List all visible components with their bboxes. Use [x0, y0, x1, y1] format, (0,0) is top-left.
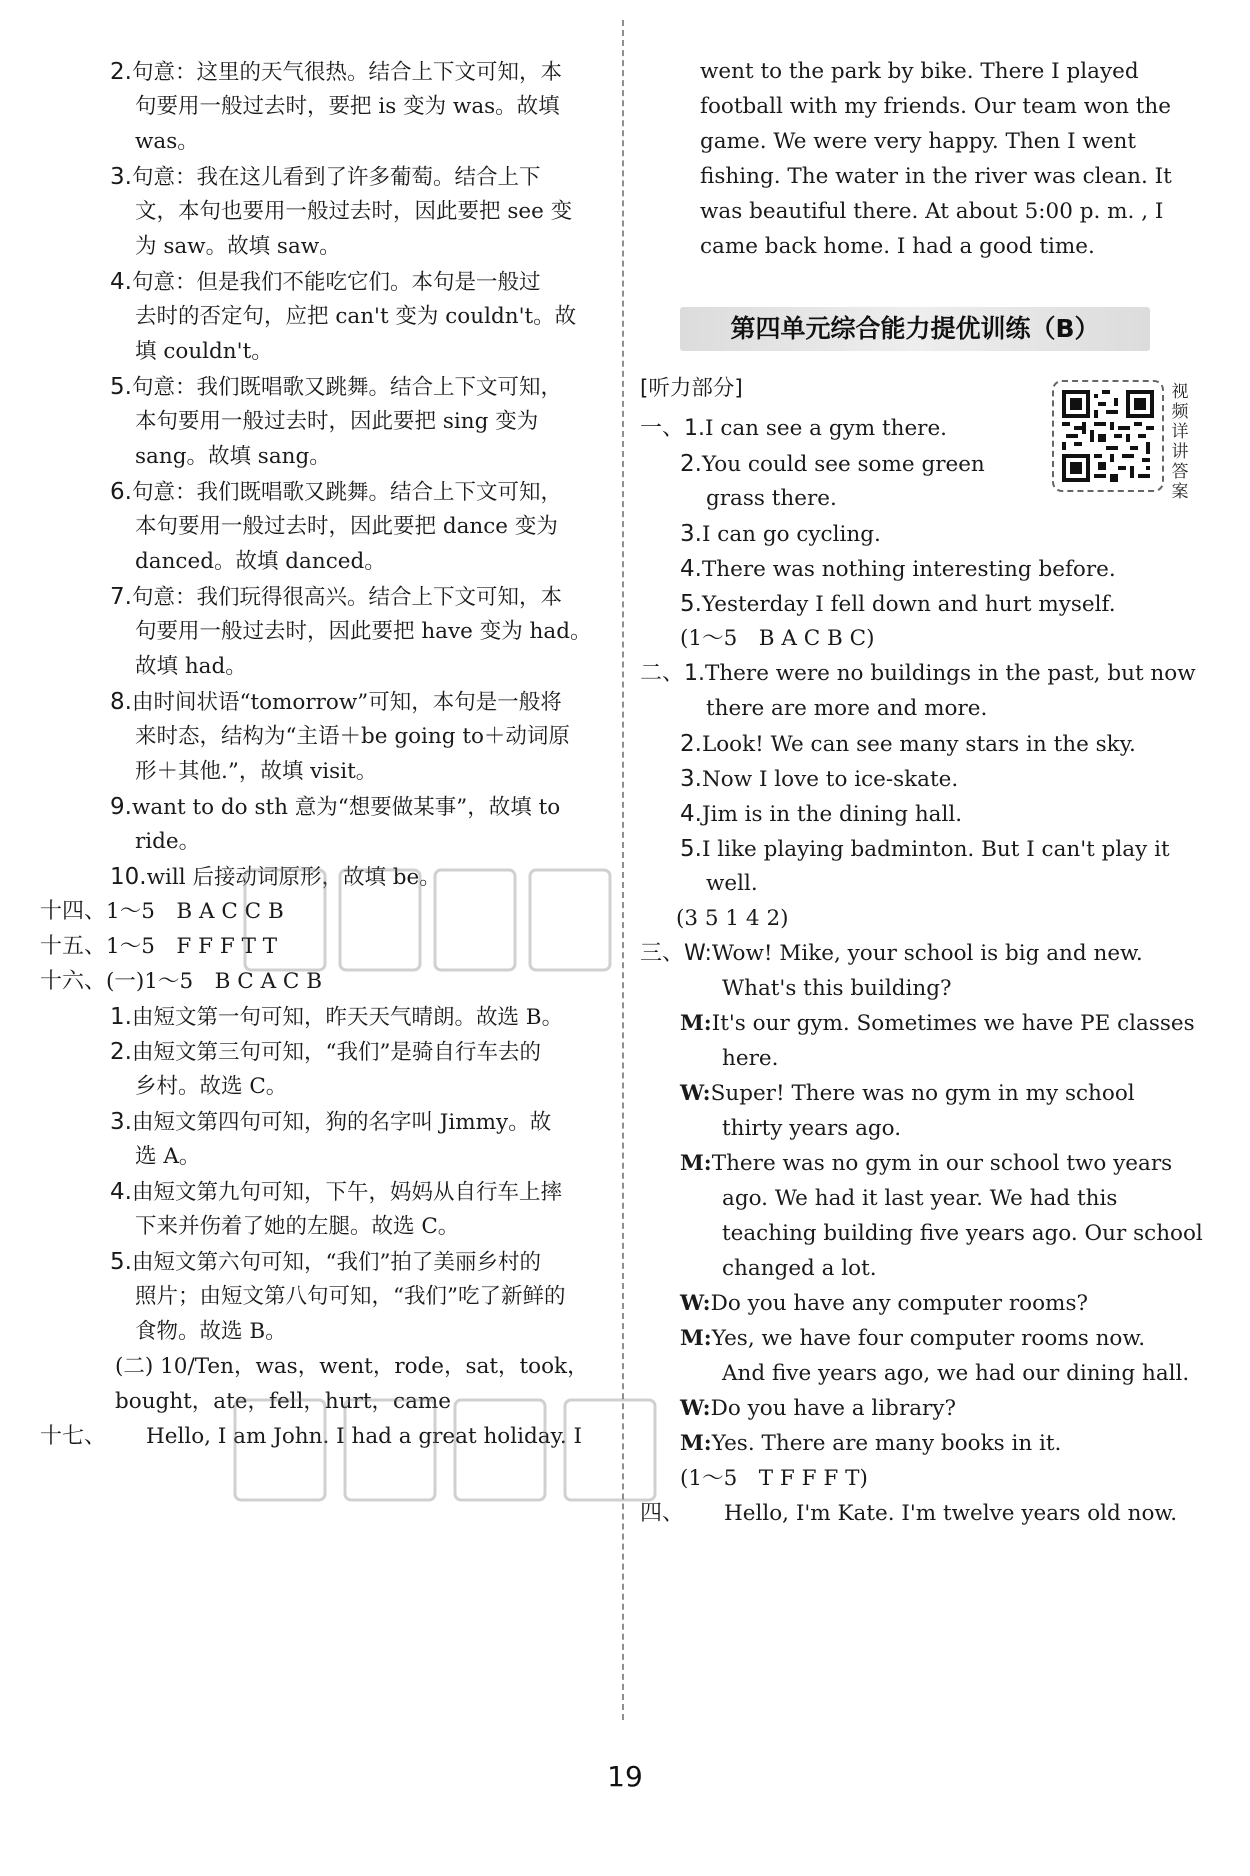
right-line: 4.Jim is in the dining hall.	[680, 801, 963, 827]
left-line: 文，本句也要用一般过去时，因此要把 see 变	[135, 199, 573, 224]
left-line: 2.句意：这里的天气很热。结合上下文可知，本	[110, 59, 562, 85]
right-line: grass there.	[706, 486, 837, 511]
left-line: 十七、 Hello, I am John. I had a great holiday. I	[40, 1424, 583, 1449]
left-line: 8.由时间状语“tomorrow”可知，本句是一般将	[110, 689, 562, 715]
left-line: 7.句意：我们玩得很高兴。结合上下文可知，本	[110, 584, 562, 610]
right-line: ago. We had it last year. We had this	[722, 1186, 1118, 1211]
right-line: (1～5 T F F F T)	[680, 1466, 868, 1491]
left-line: bought，ate，fell，hurt，came	[115, 1389, 452, 1414]
right-line: 三、W:Wow! Mike, your school is big and new.	[640, 941, 1143, 966]
right-line: 2.You could see some green	[680, 451, 985, 477]
left-line: 填 couldn't。	[135, 339, 273, 364]
left-line: 十四、1～5 B A C C B	[40, 899, 284, 924]
left-line: 形＋其他.”，故填 visit。	[135, 759, 378, 784]
right-line: W:Do you have a library?	[680, 1396, 956, 1421]
left-line: 句要用一般过去时，要把 is 变为 was。故填	[135, 94, 560, 119]
right-line: 二、1.There were no buildings in the past, but now	[640, 661, 1196, 686]
listening-label: [听力部分]	[640, 376, 743, 401]
right-paragraph-line: went to the park by bike. There I played	[700, 59, 1139, 84]
right-line: W:Super! There was no gym in my school	[680, 1081, 1135, 1106]
left-line: 十六、(一)1～5 B C A C B	[40, 969, 323, 994]
left-line: 4.句意：但是我们不能吃它们。本句是一般过	[110, 269, 541, 295]
right-paragraph-line: game. We were very happy. Then I went	[700, 129, 1137, 154]
right-line: 2.Look! We can see many stars in the sky.	[680, 731, 1136, 757]
section-heading-text: 第四单元综合能力提优训练（B）	[730, 314, 1100, 343]
right-line: 3.I can go cycling.	[680, 521, 881, 547]
left-line: was。	[135, 129, 199, 154]
left-line: 食物。故选 B。	[135, 1319, 287, 1344]
right-line: (1～5 B A C B C)	[680, 626, 875, 651]
right-line: What's this building?	[722, 976, 952, 1001]
left-line: 本句要用一般过去时，因此要把 dance 变为	[135, 514, 558, 539]
left-line: sang。故填 sang。	[135, 444, 331, 469]
left-line: 故填 had。	[135, 654, 247, 679]
section-heading	[680, 307, 1150, 351]
right-line: changed a lot.	[722, 1256, 877, 1281]
left-line: 下来并伤着了她的左腿。故选 C。	[135, 1214, 460, 1239]
watermark-logo	[240, 850, 620, 990]
right-paragraph-line: football with my friends. Our team won the	[700, 94, 1171, 119]
left-line: 4.由短文第九句可知，下午，妈妈从自行车上摔	[110, 1179, 562, 1205]
left-line: 选 A。	[135, 1144, 201, 1169]
right-line: And five years ago, we had our dining hall.	[722, 1361, 1190, 1386]
left-line: 3.句意：我在这儿看到了许多葡萄。结合上下	[110, 164, 541, 190]
right-line: 4.There was nothing interesting before.	[680, 556, 1116, 582]
right-line: teaching building five years ago. Our school	[722, 1221, 1203, 1246]
left-line: 10.will 后接动词原形，故填 be。	[110, 864, 441, 890]
right-line: 5.Yesterday I fell down and hurt myself.	[680, 591, 1116, 617]
left-line: 十五、1～5 F F F T T	[40, 934, 278, 959]
left-line: 本句要用一般过去时，因此要把 sing 变为	[135, 409, 539, 434]
qr-code-icon	[1062, 390, 1154, 482]
right-line: 四、 Hello, I'm Kate. I'm twelve years old now.	[640, 1501, 1178, 1526]
right-line: 一、1.I can see a gym there.	[640, 416, 948, 441]
right-line: M:It's our gym. Sometimes we have PE classes	[680, 1011, 1195, 1036]
left-line: ride。	[135, 829, 201, 854]
right-paragraph-line: came back home. I had a good time.	[700, 234, 1095, 259]
left-line: 3.由短文第四句可知，狗的名字叫 Jimmy。故	[110, 1109, 552, 1135]
left-line: 乡村。故选 C。	[135, 1074, 288, 1099]
left-line: 句要用一般过去时，因此要把 have 变为 had。	[135, 619, 592, 644]
right-line: 3.Now I love to ice-skate.	[680, 766, 959, 792]
right-line: here.	[722, 1046, 779, 1071]
right-line: (3 5 1 4 2)	[676, 906, 789, 931]
left-line: 去时的否定句，应把 can't 变为 couldn't。故	[135, 304, 577, 329]
qr-code-box[interactable]	[1052, 380, 1164, 492]
left-line: 1.由短文第一句可知，昨天天气晴朗。故选 B。	[110, 1004, 564, 1030]
right-line: 5.I like playing badminton. But I can't play it	[680, 836, 1170, 862]
right-line: well.	[706, 871, 758, 896]
left-line: 为 saw。故填 saw。	[135, 234, 341, 259]
left-line: 5.由短文第六句可知，“我们”拍了美丽乡村的	[110, 1249, 541, 1275]
watermark-logo	[230, 1380, 670, 1520]
right-line: M:Yes. There are many books in it.	[680, 1431, 1062, 1456]
right-line: M:Yes, we have four computer rooms now.	[680, 1326, 1146, 1351]
left-line: 照片；由短文第八句可知，“我们”吃了新鲜的	[135, 1284, 566, 1309]
right-line: M:There was no gym in our school two years	[680, 1151, 1173, 1176]
right-line: thirty years ago.	[722, 1116, 902, 1141]
right-paragraph-line: was beautiful there. At about 5:00 p. m. , I	[700, 199, 1164, 224]
qr-caption: 视频详讲答案	[1171, 382, 1189, 502]
left-line: 来时态，结构为“主语＋be going to＋动词原	[135, 724, 570, 749]
left-line: 5.句意：我们既唱歌又跳舞。结合上下文可知，	[110, 374, 562, 400]
right-line: W:Do you have any computer rooms?	[680, 1291, 1088, 1316]
left-line: 6.句意：我们既唱歌又跳舞。结合上下文可知，	[110, 479, 562, 505]
right-line: there are more and more.	[706, 696, 988, 721]
left-line: 9.want to do sth 意为“想要做某事”，故填 to	[110, 794, 561, 820]
left-line: (二) 10/Ten，was，went，rode，sat，took，	[115, 1354, 589, 1379]
page-number: 19	[607, 1760, 643, 1793]
right-paragraph-line: fishing. The water in the river was clean. It	[700, 164, 1172, 189]
left-line: danced。故填 danced。	[135, 549, 386, 574]
left-line: 2.由短文第三句可知，“我们”是骑自行车去的	[110, 1039, 541, 1065]
